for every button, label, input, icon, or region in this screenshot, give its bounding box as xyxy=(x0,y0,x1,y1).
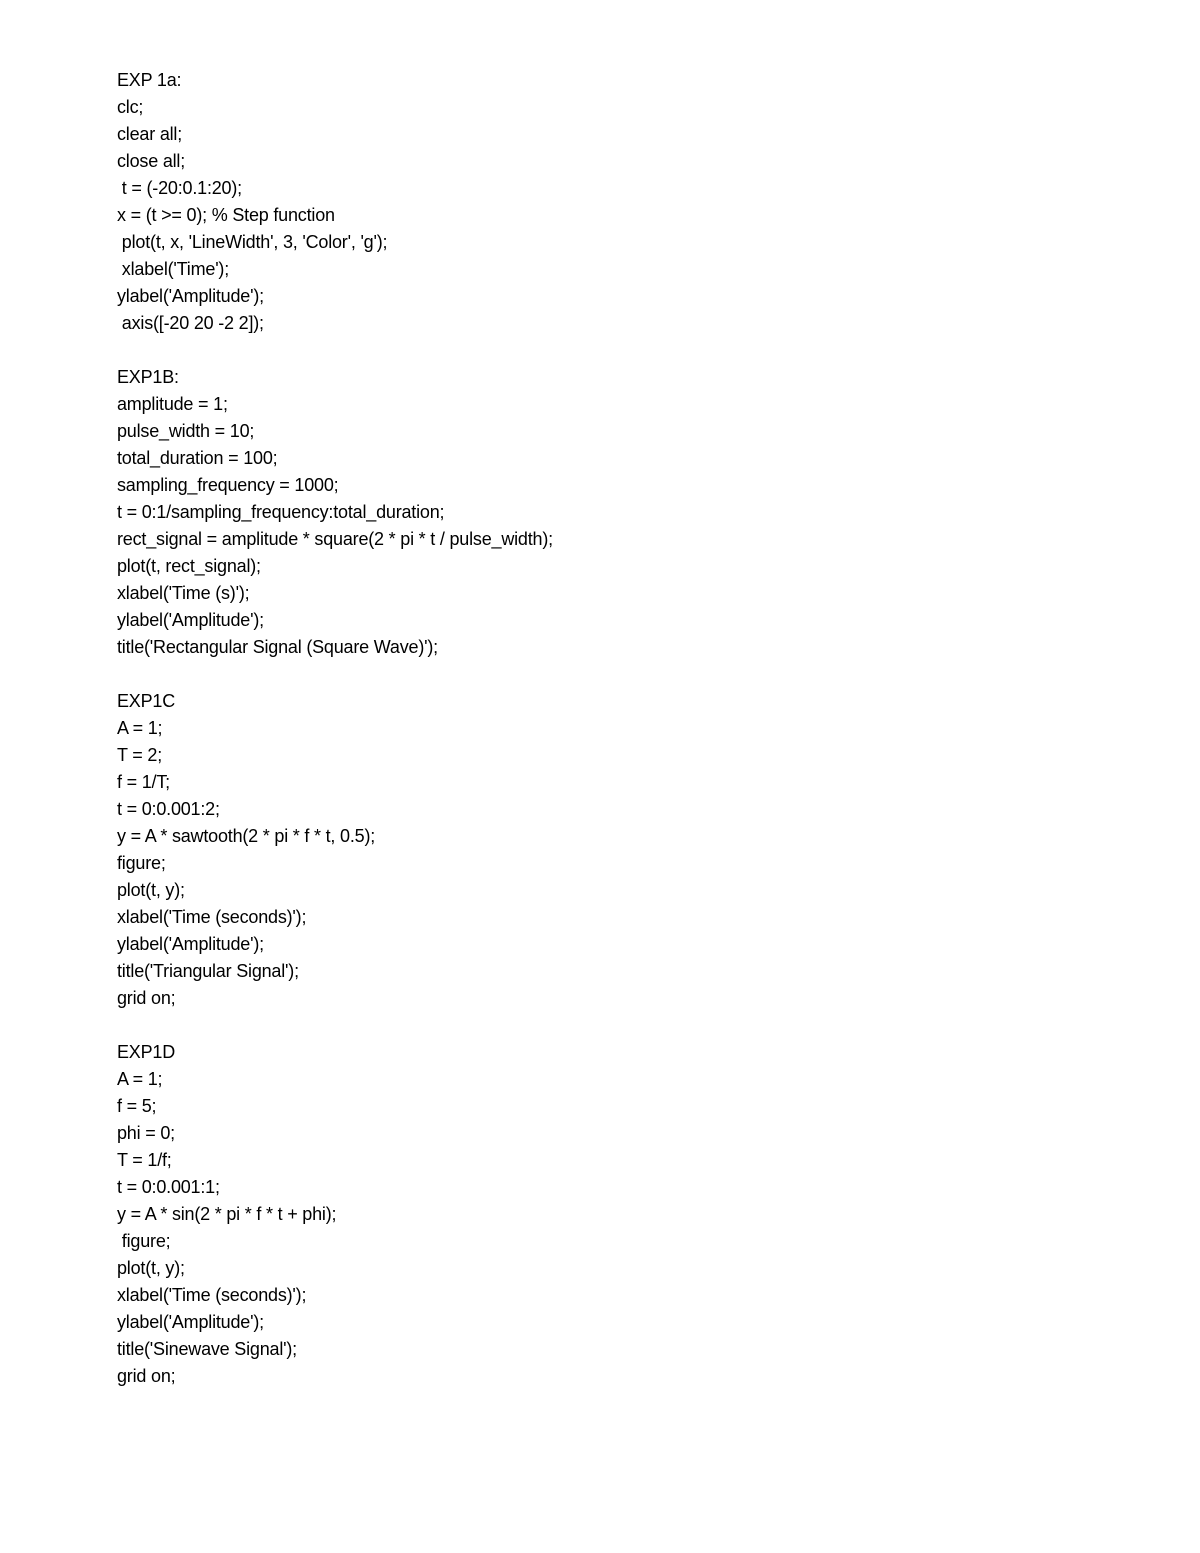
code-line: grid on; xyxy=(117,988,176,1008)
section-heading: EXP1C xyxy=(117,691,176,711)
section-exp1d xyxy=(117,1039,1117,1390)
section-spacer xyxy=(117,1012,1117,1039)
code-line: sampling_frequency = 1000; xyxy=(117,475,339,495)
code-line: xlabel('Time (seconds)'); xyxy=(117,1285,307,1305)
code-line: clc; xyxy=(117,97,144,117)
section-exp1b xyxy=(117,364,1117,661)
code-line: xlabel('Time (seconds)'); xyxy=(117,907,307,927)
code-line: f = 1/T; xyxy=(117,772,170,792)
section-exp1c xyxy=(117,688,1117,1012)
code-line: A = 1; xyxy=(117,718,163,738)
code-line: title('Triangular Signal'); xyxy=(117,961,299,981)
code-line: clear all; xyxy=(117,124,183,144)
code-line: plot(t, y); xyxy=(117,1258,185,1278)
code-line: title('Sinewave Signal'); xyxy=(117,1339,297,1359)
section-spacer xyxy=(117,337,1117,364)
code-line: plot(t, x, 'LineWidth', 3, 'Color', 'g'); xyxy=(117,232,388,252)
section-exp1a xyxy=(117,67,1117,337)
code-line: plot(t, y); xyxy=(117,880,185,900)
code-line: amplitude = 1; xyxy=(117,394,228,414)
code-line: axis([-20 20 -2 2]); xyxy=(117,313,264,333)
code-line: xlabel('Time'); xyxy=(117,259,230,279)
section-heading: EXP1B: xyxy=(117,367,179,387)
code-line: t = 0:0.001:1; xyxy=(117,1177,220,1197)
code-line: figure; xyxy=(117,1231,171,1251)
code-line: t = 0:0.001:2; xyxy=(117,799,220,819)
code-line: t = (-20:0.1:20); xyxy=(117,178,242,198)
code-line: t = 0:1/sampling_frequency:total_duration; xyxy=(117,502,445,522)
code-line: rect_signal = amplitude * square(2 * pi * t / pulse_width); xyxy=(117,529,553,549)
code-line: plot(t, rect_signal); xyxy=(117,556,261,576)
code-line: total_duration = 100; xyxy=(117,448,278,468)
code-line: pulse_width = 10; xyxy=(117,421,255,441)
code-line: ylabel('Amplitude'); xyxy=(117,1312,264,1332)
code-line: ylabel('Amplitude'); xyxy=(117,286,264,306)
code-line: figure; xyxy=(117,853,166,873)
section-heading: EXP1D xyxy=(117,1042,176,1062)
code-line: ylabel('Amplitude'); xyxy=(117,934,264,954)
code-line: title('Rectangular Signal (Square Wave)'); xyxy=(117,637,438,657)
code-line: y = A * sawtooth(2 * pi * f * t, 0.5); xyxy=(117,826,376,846)
code-line: ylabel('Amplitude'); xyxy=(117,610,264,630)
code-line: y = A * sin(2 * pi * f * t + phi); xyxy=(117,1204,337,1224)
code-line: T = 2; xyxy=(117,745,162,765)
code-line: A = 1; xyxy=(117,1069,163,1089)
code-line: close all; xyxy=(117,151,186,171)
code-line: xlabel('Time (s)'); xyxy=(117,583,250,603)
document-body xyxy=(117,67,1117,1390)
code-line: T = 1/f; xyxy=(117,1150,172,1170)
code-line: phi = 0; xyxy=(117,1123,175,1143)
code-line: x = (t >= 0); % Step function xyxy=(117,205,335,225)
section-heading: EXP 1a: xyxy=(117,70,182,90)
code-line: f = 5; xyxy=(117,1096,157,1116)
section-spacer xyxy=(117,661,1117,688)
code-line: grid on; xyxy=(117,1366,176,1386)
